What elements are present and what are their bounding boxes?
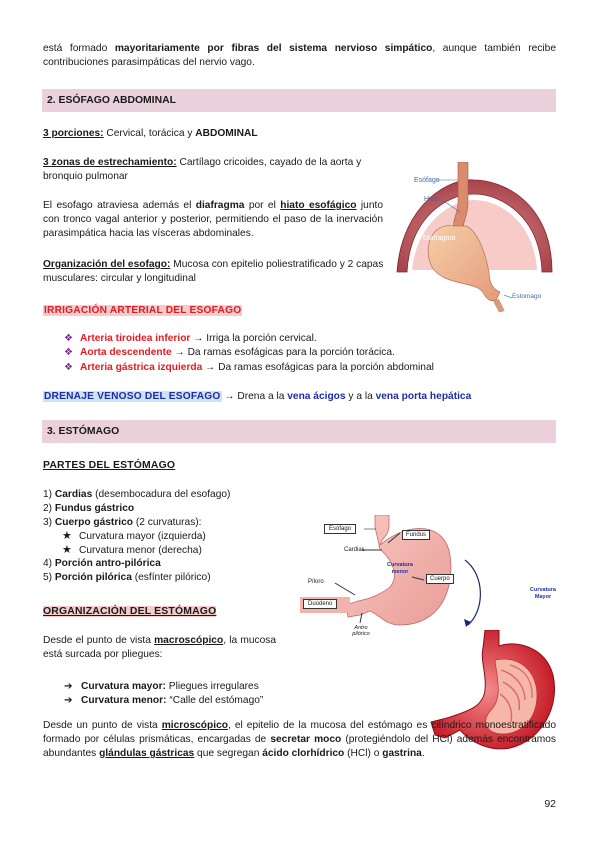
intro-text: está formado: [43, 43, 115, 54]
intro-rest: , aunque también recibe contribuciones parasimpáticas del nervio vago.: [43, 43, 557, 68]
list-item: ➔ Curvatura mayor: Pliegues irregulares: [64, 681, 259, 692]
partes-title: PARTES DEL ESTÓMAGO: [43, 460, 176, 471]
list-item: ❖ Arteria tiroidea inferior → Irriga la porción cervical.: [64, 333, 317, 344]
partes-list: [43, 488, 303, 585]
fig-label-hiato: Hiato: [424, 196, 441, 203]
list-item: ➔ Curvatura menor: “Calle del estómago”: [64, 694, 264, 706]
diafragma-paragraph: El esofago atraviesa además el diafragma por el hiato esofágico junto con tronco vagal anterior y posterior, permitiendo el paso de la inervación parasimpática hacia las vísceras abdominales.: [43, 200, 383, 239]
list-item: 5) Porción pilórica (esfínter pilórico): [43, 572, 211, 584]
curvatures-list: [43, 530, 303, 558]
fig-label-fundus: Fundus: [402, 530, 430, 540]
list-item: ★ Curvatura mayor (izquierda): [62, 529, 206, 542]
irrigacion-title: IRRIGACIÓN ARTERIAL DEL ESOFAGO: [44, 305, 242, 316]
fig-label-esofago: Esófago: [414, 177, 440, 184]
fig-label-curvatura-mayor: Curvatura Mayor: [530, 587, 556, 600]
fig-label-cardias: Cardias: [344, 547, 365, 553]
esofago-diafragma-figure: [392, 162, 557, 312]
zonas-paragraph: 3 zonas de estrechamiento: Cartílago cricoides, cayado de la aorta y bronquio pulmonar: [43, 157, 362, 182]
fig-label-esofago-2: Esófago: [324, 524, 356, 534]
list-item: 2) Fundus gástrico: [43, 502, 135, 514]
intro-paragraph: [43, 42, 556, 70]
organizacion-estomago-title: ORGANIZACIÓN DEL ESTÓMAGO: [43, 606, 217, 617]
fig-label-diafragma: Diafragma: [423, 235, 456, 242]
microscopico-paragraph: Desde un punto de vista microscópico, el epitelio de la mucosa del estómago es cilíndrico monoestratificado formado por células prismáticas, encargadas de secretar moco (protegiéndolo del HCl) además encontramos abundantes glándulas gástricas que segregan ácido clorhídrico (HCl) o gastrina.: [43, 720, 556, 759]
list-item: ❖ Arteria gástrica izquierda → Da ramas esofágicas para la porción abdominal: [64, 361, 434, 373]
estomago-partes-figure: [300, 515, 560, 640]
pliegues-list: [64, 680, 304, 708]
section-header-estomago: 3. ESTÓMAGO: [42, 420, 556, 443]
fig-label-curvatura-menor: Curvatura menor: [387, 562, 413, 575]
fig-label-antro: Antro pilórico: [352, 625, 370, 638]
page-number: 92: [544, 798, 556, 810]
organizacion-esofago: Organización del esofago: Mucosa con epitelio poliestratificado y 2 capas musculares: circular y longitudinal: [43, 259, 384, 284]
fig-label-piloro: Píloro: [308, 579, 324, 585]
leader-estomago: [504, 295, 512, 298]
list-item: 4) Porción antro-pilórica: [43, 558, 161, 570]
macroscopico-paragraph: Desde el punto de vista macroscópico, la mucosa está surcada por pliegues:: [43, 635, 276, 660]
list-item: ★ Curvatura menor (derecha): [62, 543, 202, 556]
fig-label-duodeno: Duodeno: [303, 599, 337, 609]
fig-label-estomago: Estomago: [512, 293, 542, 300]
porciones-line: 3 porciones: Cervical, torácica y ABDOMINAL: [43, 128, 258, 139]
arteries-list: [64, 332, 524, 375]
list-item: 1) Cardias (desembocadura del esofago): [43, 489, 231, 500]
arrow-piloro: [335, 583, 355, 595]
fig-label-cuerpo: Cuerpo: [426, 574, 454, 584]
drenaje-line: DRENAJE VENOSO DEL ESOFAGO → Drena a la vena ácigos y a la vena porta hepática: [44, 391, 472, 402]
section-header-esofago-abdominal: 2. ESÓFAGO ABDOMINAL: [42, 89, 556, 112]
list-item: 3) Cuerpo gástrico (2 curvaturas):: [43, 516, 202, 528]
list-item: ❖ Aorta descendente → Da ramas esofágicas para la porción torácica.: [64, 347, 395, 359]
intro-bold: mayoritariamente por fibras del sistema nervioso simpático: [114, 43, 433, 54]
